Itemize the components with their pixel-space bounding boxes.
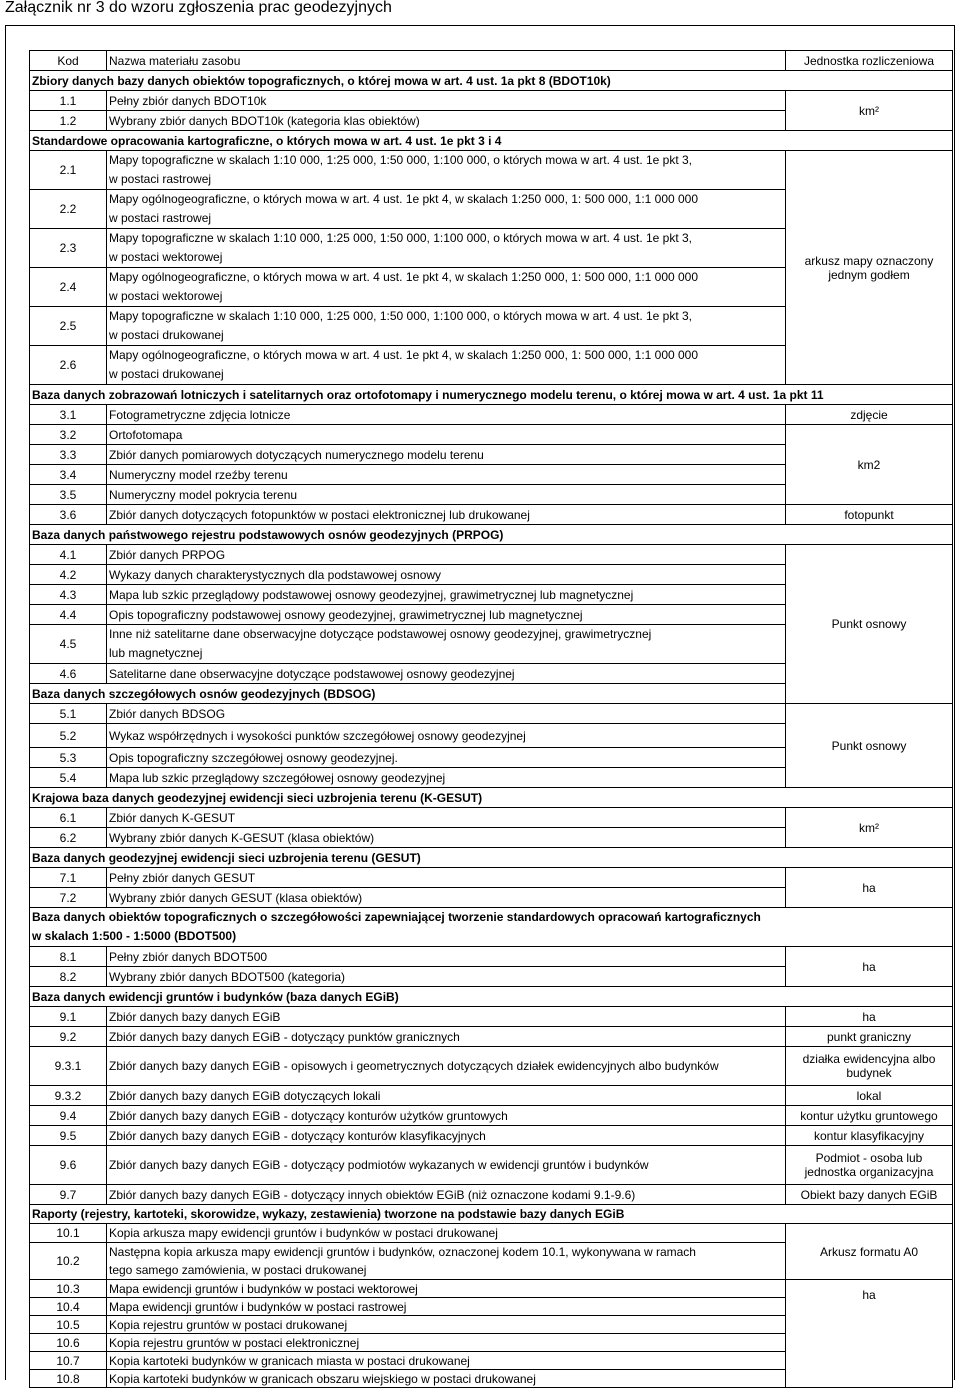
row-code: 4.3 (30, 585, 107, 605)
table-row (30, 1086, 953, 1106)
row-code: 3.4 (30, 465, 107, 485)
row-code: 9.4 (30, 1106, 107, 1126)
row-code: 9.3.1 (30, 1047, 107, 1086)
header-unit: Jednostka rozliczeniowa (786, 51, 953, 71)
row-code: 9.5 (30, 1126, 107, 1146)
section-row (30, 908, 953, 947)
row-name (107, 1243, 786, 1280)
section-title-line1: Baza danych obiektów topograficznych o szczegółowości zapewniającej tworzenie standardowych opracowań kartograficznych (32, 910, 761, 924)
row-name: Opis topograficzny podstawowej osnowy geodezyjnej, grawimetrycznej lub magnetycznej (107, 605, 786, 625)
row-unit: lokal (786, 1086, 953, 1106)
row-code: 9.6 (30, 1146, 107, 1185)
row-code: 10.7 (30, 1352, 107, 1370)
section-row (30, 848, 953, 868)
row-unit: Punkt osnowy (786, 545, 953, 704)
row-code: 9.2 (30, 1027, 107, 1047)
row-name: Zbiór danych bazy danych EGiB - dotyczący innych obiektów EGiB (niż oznaczone kodami 9.1-9.6) (107, 1185, 786, 1205)
table-row (30, 808, 953, 828)
row-code: 8.1 (30, 947, 107, 967)
row-code: 2.6 (30, 346, 107, 385)
row-code: 5.3 (30, 748, 107, 768)
section-row (30, 1205, 953, 1224)
row-name: Zbiór danych bazy danych EGiB - opisowych i geometrycznych dotyczących działek ewidencyjnych albo budynków (107, 1047, 786, 1086)
row-unit: ha (786, 1280, 953, 1388)
table-row (30, 425, 953, 445)
row-name: Zbiór danych bazy danych EGiB dotyczących lokali (107, 1086, 786, 1106)
row-name: Kopia kartoteki budynków w granicach obszaru wiejskiego w postaci drukowanej (107, 1370, 786, 1388)
row-name: Zbiór danych bazy danych EGiB - dotyczący konturów klasyfikacyjnych (107, 1126, 786, 1146)
header-code: Kod (30, 51, 107, 71)
row-name-line1: Mapy topograficzne w skalach 1:10 000, 1:25 000, 1:50 000, 1:100 000, o których mowa w art. 4 ust. 1e pkt 3, (109, 153, 693, 167)
row-code: 3.3 (30, 445, 107, 465)
row-name-line1: Następna kopia arkusza mapy ewidencji gruntów i budynków, oznaczonej kodem 10.1, wykonywana w ramach (109, 1245, 696, 1259)
section-row (30, 71, 953, 91)
row-name: Wykazy danych charakterystycznych dla podstawowej osnowy (107, 565, 786, 585)
row-name-line2: w postaci wektorowej (109, 289, 223, 303)
table-row (30, 1126, 953, 1146)
row-code: 2.4 (30, 268, 107, 307)
row-name (107, 190, 786, 229)
row-unit (786, 1146, 953, 1185)
page-title: Załącznik nr 3 do wzoru zgłoszenia prac geodezyjnych (5, 0, 392, 16)
row-name: Zbiór danych K-GESUT (107, 808, 786, 828)
row-name: Pełny zbiór danych BDOT500 (107, 947, 786, 967)
row-name (107, 307, 786, 346)
row-unit: fotopunkt (786, 505, 953, 525)
row-code: 3.5 (30, 485, 107, 505)
unit-line2: jednym godłem (828, 267, 910, 282)
row-name (107, 229, 786, 268)
row-unit: kontur klasyfikacyjny (786, 1126, 953, 1146)
section-title-line2: w skalach 1:500 - 1:5000 (BDOT500) (32, 929, 237, 943)
row-name (107, 151, 786, 190)
row-unit: Arkusz formatu A0 (786, 1224, 953, 1280)
unit-line1: arkusz mapy oznaczony (804, 253, 934, 268)
section-title (30, 908, 953, 947)
row-unit: Punkt osnowy (786, 704, 953, 788)
unit-line2: jednostka organizacyjna (804, 1165, 934, 1179)
table-row (30, 704, 953, 724)
row-name-line2: w postaci drukowanej (109, 367, 224, 381)
row-name-line2: w postaci rastrowej (109, 211, 212, 225)
row-name-line1: Inne niż satelitarne dane obserwacyjne dotyczące podstawowej osnowy geodezyjnej, grawimetrycznej (109, 627, 652, 641)
row-code: 4.1 (30, 545, 107, 565)
section-title: Zbiory danych bazy danych obiektów topograficznych, o której mowa w art. 4 ust. 1a pkt 8 (BDOT10k) (30, 71, 953, 91)
row-name-line1: Mapy ogólnogeograficzne, o których mowa w art. 4 ust. 1e pkt 4, w skalach 1:250 000, 1: 500 000, 1:1 000 000 (109, 348, 699, 362)
table-row (30, 405, 953, 425)
row-code: 10.1 (30, 1224, 107, 1243)
row-code: 5.1 (30, 704, 107, 724)
row-code: 2.1 (30, 151, 107, 190)
row-name-line2: w postaci wektorowej (109, 250, 223, 264)
row-code: 5.2 (30, 724, 107, 748)
row-name: Zbiór danych bazy danych EGiB - dotyczący podmiotów wykazanych w ewidencji gruntów i budynków (107, 1146, 786, 1185)
row-code: 10.6 (30, 1334, 107, 1352)
row-code: 1.1 (30, 91, 107, 111)
row-name: Zbiór danych bazy danych EGiB (107, 1007, 786, 1027)
section-title: Baza danych państwowego rejestru podstawowych osnów geodezyjnych (PRPOG) (30, 525, 953, 545)
row-code: 10.2 (30, 1243, 107, 1280)
section-title: Standardowe opracowania kartograficzne, o których mowa w art. 4 ust. 1e pkt 3 i 4 (30, 131, 953, 151)
row-name (107, 268, 786, 307)
unit-line2: budynek (846, 1066, 892, 1080)
row-name (107, 625, 786, 664)
table-row (30, 505, 953, 525)
row-name: Kopia arkusza mapy ewidencji gruntów i budynków w postaci drukowanej (107, 1224, 786, 1243)
row-name-line2: tego samego zamówienia, w postaci drukowanej (109, 1263, 367, 1277)
row-name: Numeryczny model rzeźby terenu (107, 465, 786, 485)
section-title: Baza danych ewidencji gruntów i budynków (baza danych EGiB) (30, 987, 953, 1007)
table-row (30, 151, 953, 190)
row-unit: ha (786, 1007, 953, 1027)
row-name: Wybrany zbiór danych BDOT500 (kategoria) (107, 967, 786, 987)
row-code: 9.7 (30, 1185, 107, 1205)
row-name: Pełny zbiór danych GESUT (107, 868, 786, 888)
row-unit: zdjęcie (786, 405, 953, 425)
section-row (30, 131, 953, 151)
header-name: Nazwa materiału zasobu (107, 51, 786, 71)
table-row (30, 1106, 953, 1126)
section-title: Krajowa baza danych geodezyjnej ewidencji sieci uzbrojenia terenu (K-GESUT) (30, 788, 953, 808)
row-code: 8.2 (30, 967, 107, 987)
row-code: 3.1 (30, 405, 107, 425)
row-name-line2: w postaci drukowanej (109, 328, 224, 342)
table-row (30, 1007, 953, 1027)
row-code: 1.2 (30, 111, 107, 131)
section-title: Baza danych szczegółowych osnów geodezyjnych (BDSOG) (30, 684, 786, 704)
row-name: Zbiór danych PRPOG (107, 545, 786, 565)
table-row (30, 1027, 953, 1047)
row-name: Pełny zbiór danych BDOT10k (107, 91, 786, 111)
row-unit (786, 151, 953, 385)
table-header-row (30, 51, 953, 71)
row-code: 10.3 (30, 1280, 107, 1298)
row-name: Zbiór danych pomiarowych dotyczących numerycznego modelu terenu (107, 445, 786, 465)
row-name: Zbiór danych bazy danych EGiB - dotyczący punktów granicznych (107, 1027, 786, 1047)
row-unit: km2 (786, 425, 953, 505)
section-title: Baza danych zobrazowań lotniczych i satelitarnych oraz ortofotomapy i numerycznego modelu terenu, o której mowa w art. 4 ust. 1a pkt 11 (30, 385, 953, 405)
row-code: 4.2 (30, 565, 107, 585)
row-name: Kopia kartoteki budynków w granicach miasta w postaci drukowanej (107, 1352, 786, 1370)
row-unit: Obiekt bazy danych EGiB (786, 1185, 953, 1205)
row-name-line1: Mapy ogólnogeograficzne, o których mowa w art. 4 ust. 1e pkt 4, w skalach 1:250 000, 1: 500 000, 1:1 000 000 (109, 192, 699, 206)
row-name: Mapa lub szkic przeglądowy podstawowej osnowy geodezyjnej, grawimetrycznej lub magnetycznej (107, 585, 786, 605)
row-code: 5.4 (30, 768, 107, 788)
row-name: Kopia rejestru gruntów w postaci elektronicznej (107, 1334, 786, 1352)
row-unit: ha (786, 947, 953, 987)
table-row (30, 91, 953, 111)
row-unit: ha (786, 868, 953, 908)
row-name: Satelitarne dane obserwacyjne dotyczące podstawowej osnowy geodezyjnej (107, 664, 786, 684)
row-name: Opis topograficzny szczegółowej osnowy geodezyjnej. (107, 748, 786, 768)
table-row (30, 1146, 953, 1185)
row-code: 10.8 (30, 1370, 107, 1388)
row-name: Fotogrametryczne zdjęcia lotnicze (107, 405, 786, 425)
section-row (30, 788, 953, 808)
row-code: 10.4 (30, 1298, 107, 1316)
row-unit: punkt graniczny (786, 1027, 953, 1047)
row-name-line2: lub magnetycznej (109, 646, 203, 660)
row-name: Mapa lub szkic przeglądowy szczegółowej osnowy geodezyjnej (107, 768, 786, 788)
row-name: Mapa ewidencji gruntów i budynków w postaci wektorowej (107, 1280, 786, 1298)
unit-line1: Podmiot - osoba lub (815, 1151, 923, 1165)
row-name: Kopia rejestru gruntów w postaci drukowanej (107, 1316, 786, 1334)
row-code: 10.5 (30, 1316, 107, 1334)
section-title: Baza danych geodezyjnej ewidencji sieci uzbrojenia terenu (GESUT) (30, 848, 953, 868)
row-name: Wykaz współrzędnych i wysokości punktów szczegółowej osnowy geodezyjnej (107, 724, 786, 748)
row-unit (786, 1047, 953, 1086)
row-name: Zbiór danych dotyczących fotopunktów w postaci elektronicznej lub drukowanej (107, 505, 786, 525)
row-code: 9.1 (30, 1007, 107, 1027)
row-name: Wybrany zbiór danych BDOT10k (kategoria klas obiektów) (107, 111, 786, 131)
row-name (107, 346, 786, 385)
row-code: 2.5 (30, 307, 107, 346)
row-code: 3.6 (30, 505, 107, 525)
row-code: 4.5 (30, 625, 107, 664)
row-unit: km² (786, 91, 953, 131)
row-code: 4.4 (30, 605, 107, 625)
row-code: 2.3 (30, 229, 107, 268)
row-name-line1: Mapy topograficzne w skalach 1:10 000, 1:25 000, 1:50 000, 1:100 000, o których mowa w art. 4 ust. 1e pkt 3, (109, 231, 693, 245)
row-name: Zbiór danych BDSOG (107, 704, 786, 724)
table-row (30, 1224, 953, 1243)
table-row (30, 1047, 953, 1086)
row-name-line1: Mapy topograficzne w skalach 1:10 000, 1:25 000, 1:50 000, 1:100 000, o których mowa w art. 4 ust. 1e pkt 3, (109, 309, 693, 323)
row-name-line1: Mapy ogólnogeograficzne, o których mowa w art. 4 ust. 1e pkt 4, w skalach 1:250 000, 1: 500 000, 1:1 000 000 (109, 270, 699, 284)
row-code: 9.3.2 (30, 1086, 107, 1106)
table-row (30, 868, 953, 888)
row-unit: km² (786, 808, 953, 848)
row-code: 7.1 (30, 868, 107, 888)
unit-line1: działka ewidencyjna albo (802, 1052, 936, 1066)
row-code: 6.2 (30, 828, 107, 848)
section-row (30, 525, 953, 545)
row-name: Mapa ewidencji gruntów i budynków w postaci rastrowej (107, 1298, 786, 1316)
section-row (30, 385, 953, 405)
table-row (30, 947, 953, 967)
row-code: 3.2 (30, 425, 107, 445)
row-unit: kontur użytku gruntowego (786, 1106, 953, 1126)
section-title: Raporty (rejestry, kartoteki, skorowidze, wykazy, zestawienia) tworzone na podstawie bazy danych EGiB (30, 1205, 953, 1224)
row-name: Ortofotomapa (107, 425, 786, 445)
row-name: Wybrany zbiór danych GESUT (klasa obiektów) (107, 888, 786, 908)
table-row (30, 545, 953, 565)
row-code: 2.2 (30, 190, 107, 229)
row-code: 7.2 (30, 888, 107, 908)
row-code: 6.1 (30, 808, 107, 828)
table-row (30, 1185, 953, 1205)
row-name-line2: w postaci rastrowej (109, 172, 212, 186)
row-name: Zbiór danych bazy danych EGiB - dotyczący konturów użytków gruntowych (107, 1106, 786, 1126)
row-name: Numeryczny model pokrycia terenu (107, 485, 786, 505)
section-row (30, 987, 953, 1007)
materials-table (29, 50, 953, 1388)
row-name: Wybrany zbiór danych K-GESUT (klasa obiektów) (107, 828, 786, 848)
table-row (30, 1280, 953, 1298)
row-code: 4.6 (30, 664, 107, 684)
